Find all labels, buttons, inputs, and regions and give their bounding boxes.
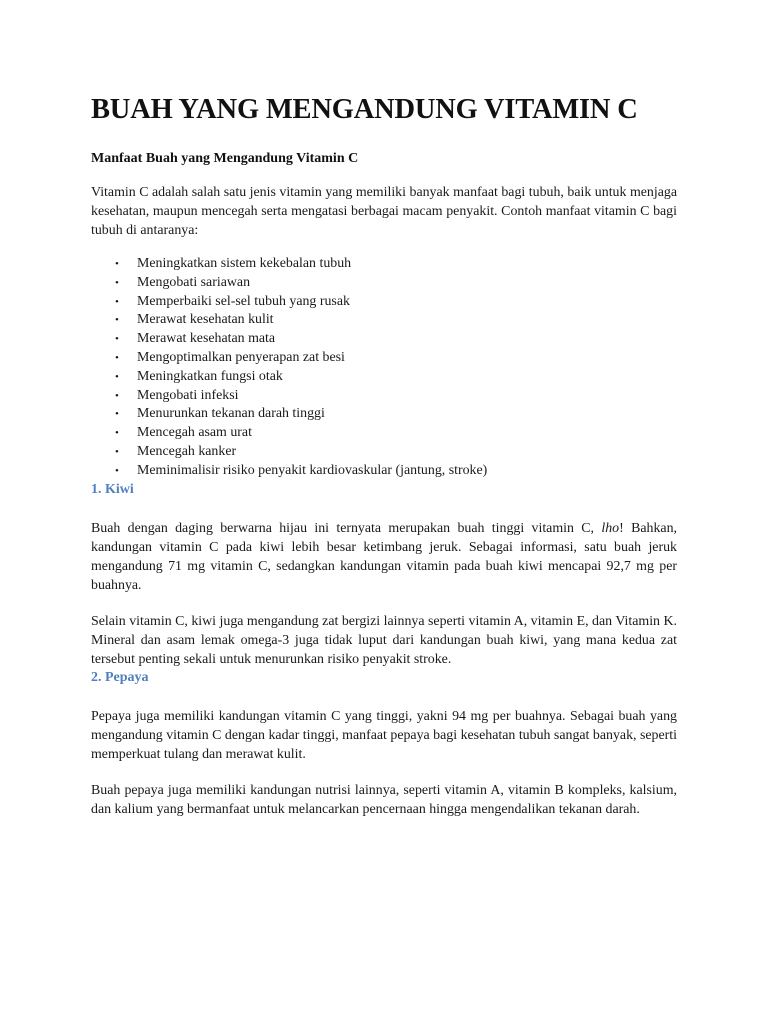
kiwi-heading: 1. Kiwi bbox=[91, 481, 134, 497]
bullet-icon: • bbox=[115, 276, 119, 289]
bullet-icon: • bbox=[115, 389, 119, 402]
bullet-icon: • bbox=[115, 314, 119, 327]
list-item-text: Mengobati infeksi bbox=[137, 387, 239, 403]
list-item bbox=[115, 274, 677, 293]
bullet-icon: • bbox=[115, 333, 119, 346]
bullet-icon: • bbox=[115, 445, 119, 458]
bullet-icon: • bbox=[115, 295, 119, 308]
list-item bbox=[115, 330, 677, 349]
kiwi-p1-text-a: Buah dengan daging berwarna hijau ini ternyata merupakan buah tinggi vitamin C, bbox=[91, 520, 602, 536]
benefits-list bbox=[91, 255, 677, 481]
list-item bbox=[115, 293, 677, 312]
list-item bbox=[115, 443, 677, 462]
kiwi-paragraph-1 bbox=[91, 519, 677, 595]
list-item-text: Meningkatkan sistem kekebalan tubuh bbox=[137, 256, 352, 271]
list-item bbox=[115, 462, 677, 481]
list-item-text: Mengobati sariawan bbox=[137, 274, 251, 290]
pepaya-heading: 2. Pepaya bbox=[91, 669, 149, 685]
list-item bbox=[115, 405, 677, 424]
bullet-icon: • bbox=[115, 427, 119, 440]
list-item bbox=[115, 349, 677, 368]
list-item bbox=[115, 368, 677, 387]
bullet-icon: • bbox=[115, 370, 119, 383]
kiwi-p1-italic: lho bbox=[601, 520, 620, 536]
list-item-text: Mencegah asam urat bbox=[137, 425, 252, 441]
list-item-text: Menurunkan tekanan darah tinggi bbox=[137, 406, 325, 422]
bullet-icon: • bbox=[115, 351, 119, 364]
intro-paragraph: Vitamin C adalah salah satu jenis vitamin yang memiliki banyak manfaat bagi tubuh, baik untuk menjaga kesehatan, maupun mencegah serta mengatasi berbagai macam penyakit. Contoh manfaat vitamin C bagi tubuh di antaranya: bbox=[91, 185, 677, 238]
list-item-text: Meminimalisir risiko penyakit kardiovaskular (jantung, stroke) bbox=[137, 462, 488, 478]
document-page bbox=[91, 92, 677, 819]
bullet-icon: • bbox=[115, 258, 119, 270]
kiwi-p1-text-b: ! Bahkan, kandungan vitamin C pada kiwi lebih besar ketimbang jeruk. Sebagai informasi, satu buah jeruk mengandung 71 mg vitamin C, sedangkan kandungan vitamin pada buah kiwi mencapai 92,7 mg per buahnya. bbox=[91, 520, 677, 593]
list-item bbox=[115, 424, 677, 443]
list-item bbox=[115, 387, 677, 406]
list-item bbox=[115, 311, 677, 330]
list-item-text: Merawat kesehatan kulit bbox=[137, 312, 274, 328]
document-title: BUAH YANG MENGANDUNG VITAMIN C bbox=[91, 94, 638, 125]
list-item bbox=[115, 255, 677, 274]
list-item-text: Mengoptimalkan penyerapan zat besi bbox=[137, 349, 345, 365]
list-item-text: Merawat kesehatan mata bbox=[137, 331, 276, 347]
bullet-icon: • bbox=[115, 464, 119, 477]
bullet-icon: • bbox=[115, 408, 119, 421]
list-item-text: Meningkatkan fungsi otak bbox=[137, 368, 283, 384]
pepaya-paragraph-2: Buah pepaya juga memiliki kandungan nutrisi lainnya, seperti vitamin A, vitamin B kompleks, kalsium, dan kalium yang bermanfaat untuk melancarkan pencernaan hingga mengendalikan tekanan darah. bbox=[91, 782, 677, 817]
kiwi-paragraph-2: Selain vitamin C, kiwi juga mengandung zat bergizi lainnya seperti vitamin A, vitamin E, dan Vitamin K. Mineral dan asam lemak omega-3 juga tidak luput dari kandungan buah kiwi, yang mana kedua zat tersebut penting sekali untuk menurunkan risiko penyakit stroke. bbox=[91, 613, 677, 667]
section-subtitle: Manfaat Buah yang Mengandung Vitamin C bbox=[91, 151, 359, 166]
pepaya-paragraph-1: Pepaya juga memiliki kandungan vitamin C yang tinggi, yakni 94 mg per buahnya. Sebagai buah yang mengandung vitamin C dengan kadar tinggi, manfaat pepaya bagi kesehatan tubuh sangat banyak, seperti memperkuat tulang dan merawat kulit. bbox=[91, 708, 677, 762]
list-item-text: Mencegah kanker bbox=[137, 443, 237, 459]
list-item-text: Memperbaiki sel-sel tubuh yang rusak bbox=[137, 293, 350, 309]
